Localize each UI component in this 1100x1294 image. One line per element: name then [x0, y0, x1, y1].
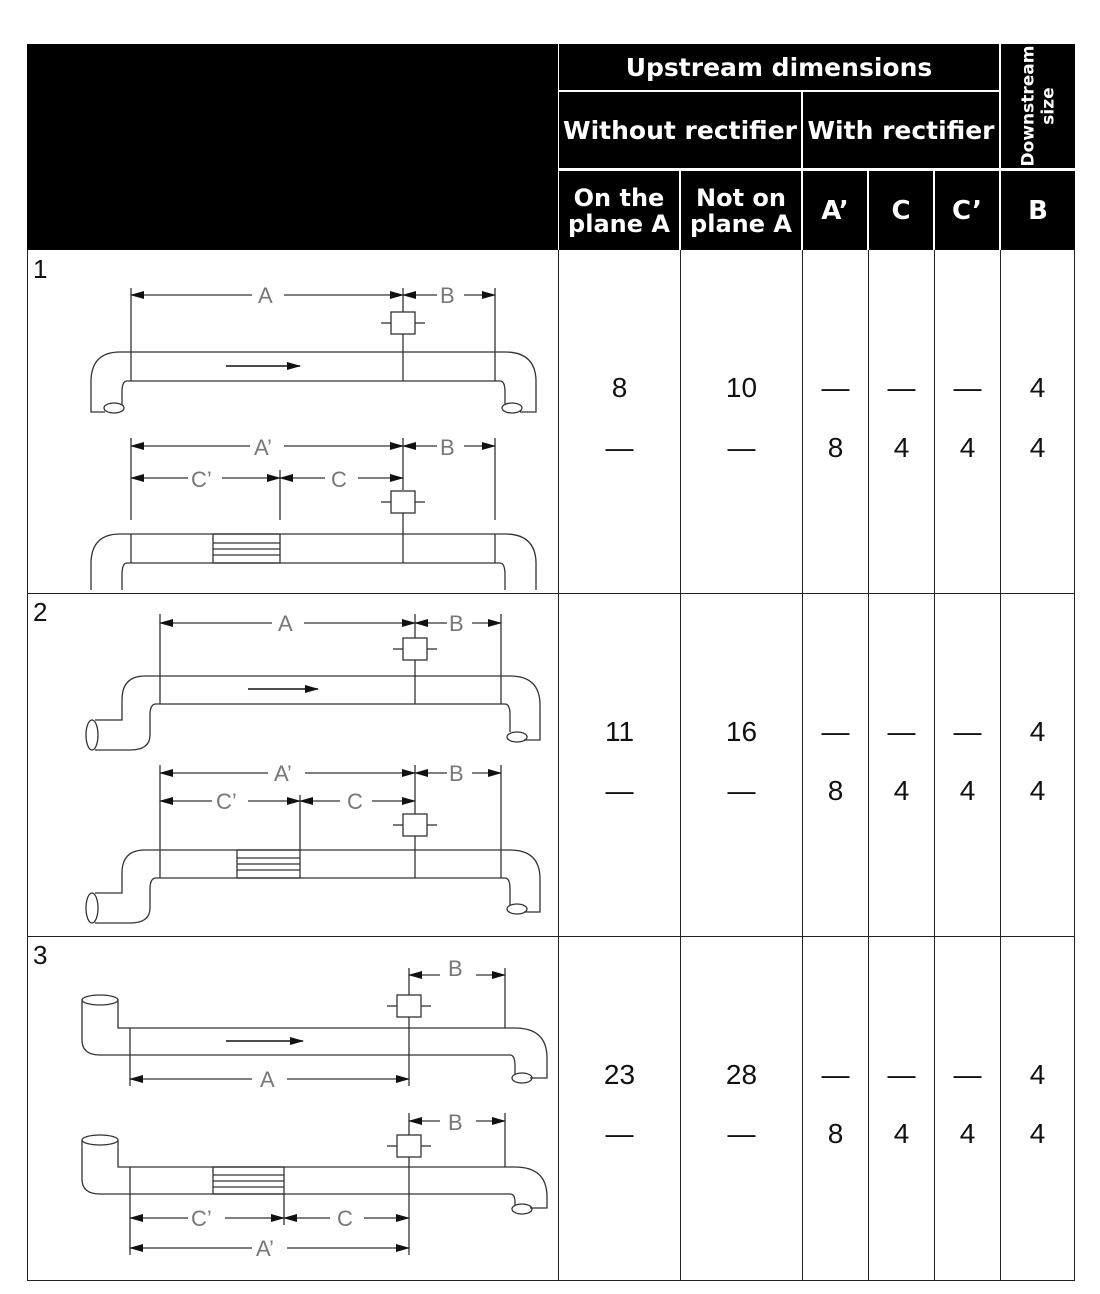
diagram-label: B: [449, 611, 464, 636]
diagram-label: B: [448, 1110, 463, 1135]
value-not-on-plane: —: [727, 1118, 756, 1149]
header-c-label: C: [891, 195, 911, 226]
header-downstream-line1: Downstream: [1018, 45, 1039, 167]
diagram-label: A’: [256, 1236, 274, 1261]
header-on-plane: [559, 171, 679, 250]
value-a-prime: —: [821, 1059, 850, 1090]
diagram-label: C: [347, 789, 363, 814]
value-not-on-plane: 28: [725, 1059, 758, 1090]
header-upstream-label: Upstream dimensions: [625, 52, 933, 82]
diagram-label: C’: [216, 789, 237, 814]
diagram-label: A: [258, 283, 273, 308]
header-b-label: B: [1028, 195, 1048, 226]
value-b: 4: [1029, 1118, 1046, 1149]
diagram-label: C: [337, 1206, 353, 1231]
value-c: 4: [893, 432, 910, 463]
header-blank: [27, 44, 558, 250]
grid-line: [27, 250, 28, 1281]
value-not-on-plane: —: [727, 432, 756, 463]
diagram-label: C’: [191, 1206, 212, 1231]
header-b: [1001, 171, 1075, 250]
header-not-on-plane: [681, 171, 801, 250]
value-on-plane: —: [605, 775, 634, 806]
value-on-plane: —: [605, 1118, 634, 1149]
row-number: 3: [33, 940, 48, 970]
value-not-on-plane: 10: [725, 372, 758, 403]
header-upstream: [559, 44, 999, 90]
header-on-plane-line2: plane A: [568, 209, 670, 238]
value-c-prime: 4: [959, 775, 976, 806]
value-on-plane: 11: [604, 716, 635, 747]
value-a-prime: —: [821, 716, 850, 747]
header-c-prime-label: C’: [952, 195, 982, 226]
diagram-label: C’: [191, 467, 212, 492]
value-b: 4: [1029, 1059, 1046, 1090]
diagram-label: C: [331, 467, 347, 492]
value-c: —: [887, 716, 916, 747]
diagram-label: A’: [274, 761, 292, 786]
diagram-label: B: [440, 283, 455, 308]
value-on-plane: 23: [603, 1059, 636, 1090]
header-c-prime: [935, 171, 999, 250]
diagram-label: A’: [254, 435, 272, 460]
value-b: 4: [1029, 716, 1046, 747]
value-a-prime: 8: [827, 1118, 844, 1149]
value-b: 4: [1029, 775, 1046, 806]
header-with-rectifier: [803, 92, 999, 168]
value-b: 4: [1029, 432, 1046, 463]
grid-line: [1074, 250, 1075, 1281]
value-b: 4: [1029, 372, 1046, 403]
value-c: 4: [893, 775, 910, 806]
grid-line: [27, 936, 1075, 937]
value-c-prime: 4: [959, 432, 976, 463]
header-downstream: [1001, 44, 1075, 168]
value-not-on-plane: 16: [725, 716, 758, 747]
header-without-rectifier-label: Without rectifier: [563, 115, 797, 145]
value-on-plane: 8: [611, 372, 628, 403]
row-number: 1: [33, 254, 48, 284]
diagram-label: A: [278, 611, 293, 636]
diagram-label: A: [260, 1067, 275, 1092]
value-c: 4: [893, 1118, 910, 1149]
header-a-prime: [803, 171, 867, 250]
value-c: —: [887, 1059, 916, 1090]
value-c: —: [887, 372, 916, 403]
diagram-label: B: [440, 435, 455, 460]
row-number: 2: [33, 597, 48, 627]
dimension-table: [27, 44, 1075, 1281]
header-with-rectifier-label: With rectifier: [807, 115, 995, 145]
value-c-prime: 4: [959, 1118, 976, 1149]
header-without-rectifier: [559, 92, 801, 168]
value-c-prime: —: [953, 716, 982, 747]
value-a-prime: 8: [827, 432, 844, 463]
value-c-prime: —: [953, 1059, 982, 1090]
value-a-prime: —: [821, 372, 850, 403]
value-not-on-plane: —: [727, 775, 756, 806]
diagram-label: B: [449, 761, 464, 786]
header-c: [869, 171, 933, 250]
value-c-prime: —: [953, 372, 982, 403]
value-on-plane: —: [605, 432, 634, 463]
header-a-prime-label: A’: [821, 195, 849, 226]
value-a-prime: 8: [827, 775, 844, 806]
header-on-plane-line1: On the: [573, 183, 665, 212]
grid-line: [27, 593, 1075, 594]
header-downstream-line2: size: [1038, 87, 1059, 125]
diagram-label: B: [448, 956, 463, 981]
header-not-on-plane-line1: Not on: [696, 183, 786, 212]
header-not-on-plane-line2: plane A: [690, 209, 792, 238]
grid-line: [27, 1280, 1075, 1281]
